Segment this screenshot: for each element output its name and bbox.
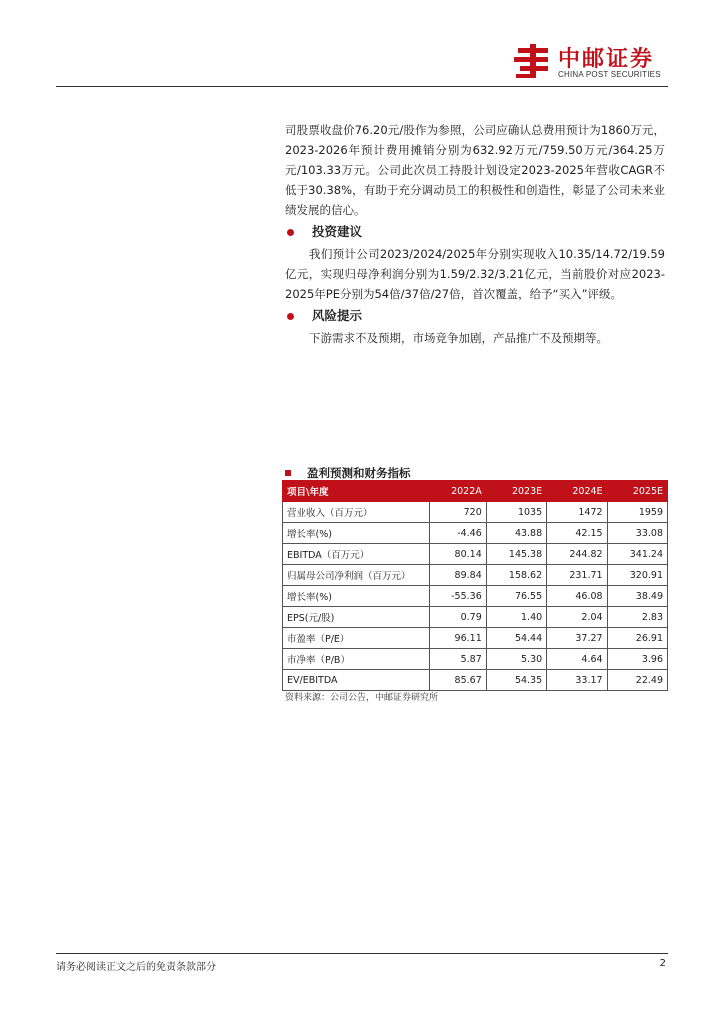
table-row [283, 502, 668, 523]
table-cell: 320.91 [607, 565, 667, 586]
china-post-logo-icon [514, 42, 552, 80]
table-cell: 5.30 [486, 649, 546, 670]
table-cell: EPS(元/股) [283, 607, 430, 628]
table-cell: 54.44 [486, 628, 546, 649]
table-row [283, 544, 668, 565]
table-cell: EV/EBITDA [283, 670, 430, 691]
intro-paragraph: 司股票收盘价76.20元/股作为参照，公司应确认总费用预计为1860万元，2023-2026年预计费用摊销分别为632.92万元/759.50万元/364.25万元/103.33万元。公司此次员工持股计划设定2023-2025年营收CAGR不低于30.38%，有助于充分调动员工的积极性和创造性，彰显了公司未来业绩发展的信心。 [285, 123, 665, 217]
table-header-cell: 2025E [607, 481, 667, 502]
table-header-cell: 2022A [430, 481, 487, 502]
table-header-row [283, 481, 668, 502]
table-cell: 增长率(%) [283, 586, 430, 607]
table-cell: 1472 [547, 502, 607, 523]
investment-advice-text: 我们预计公司2023/2024/2025年分别实现收入10.35/14.72/19.59亿元，实现归母净利润分别为1.59/2.32/3.21亿元，当前股价对应2023-2025年PE分别为54倍/37倍/27倍，首次覆盖，给予“买入”评级。 [285, 247, 665, 301]
square-bullet-icon [285, 470, 291, 476]
table-cell: 231.71 [547, 565, 607, 586]
table-cell: 33.17 [547, 670, 607, 691]
table-cell: 145.38 [486, 544, 546, 565]
table-cell: 市盈率（P/E） [283, 628, 430, 649]
table-cell: 76.55 [486, 586, 546, 607]
table-cell: 4.64 [547, 649, 607, 670]
table-cell: EBITDA（百万元） [283, 544, 430, 565]
table-cell: 1035 [486, 502, 546, 523]
brand-logo [514, 40, 674, 84]
table-cell: 46.08 [547, 586, 607, 607]
table-cell: 0.79 [430, 607, 487, 628]
header-divider [56, 86, 668, 87]
table-cell: 89.84 [430, 565, 487, 586]
footer-disclaimer: 请务必阅读正文之后的免责条款部分 [56, 962, 216, 973]
table-row [283, 565, 668, 586]
table-cell: 22.49 [607, 670, 667, 691]
table-cell: 3.96 [607, 649, 667, 670]
table-title [285, 465, 411, 481]
table-cell: 2.83 [607, 607, 667, 628]
table-header-cell: 项目\年度 [283, 481, 430, 502]
table-cell: 42.15 [547, 523, 607, 544]
table-cell: 38.49 [607, 586, 667, 607]
table-cell: -4.46 [430, 523, 487, 544]
table-row [283, 649, 668, 670]
page-number: 2 [659, 958, 666, 969]
table-cell: 43.88 [486, 523, 546, 544]
table-cell: 85.67 [430, 670, 487, 691]
bullet-icon [287, 229, 294, 236]
table-cell: 37.27 [547, 628, 607, 649]
table-row [283, 670, 668, 691]
table-cell: 市净率（P/B） [283, 649, 430, 670]
table-cell: 营业收入（百万元） [283, 502, 430, 523]
risk-warning-text: 下游需求不及预期，市场竞争加剧，产品推广不及预期等。 [309, 331, 608, 345]
table-cell: -55.36 [430, 586, 487, 607]
table-cell: 158.62 [486, 565, 546, 586]
table-cell: 2.04 [547, 607, 607, 628]
brand-name-cn: 中邮证券 [558, 47, 655, 72]
financial-forecast-table [282, 480, 668, 691]
table-row [283, 523, 668, 544]
table-cell: 1959 [607, 502, 667, 523]
body-content [285, 120, 665, 348]
table-cell: 80.14 [430, 544, 487, 565]
section-title: 风险提示 [312, 308, 363, 323]
table-cell: 720 [430, 502, 487, 523]
table-header-cell: 2024E [547, 481, 607, 502]
table-title-text: 盈利预测和财务指标 [307, 466, 411, 480]
section-title: 投资建议 [312, 224, 363, 239]
table-cell: 增长率(%) [283, 523, 430, 544]
section-heading-risk [285, 306, 665, 326]
table-header-cell: 2023E [486, 481, 546, 502]
table-source-note: 资料来源：公司公告，中邮证券研究所 [285, 693, 439, 703]
table-cell: 26.91 [607, 628, 667, 649]
table-cell: 33.08 [607, 523, 667, 544]
table-row [283, 628, 668, 649]
table-cell: 244.82 [547, 544, 607, 565]
table-cell: 1.40 [486, 607, 546, 628]
footer-divider [56, 953, 668, 954]
table-row [283, 607, 668, 628]
table-cell: 341.24 [607, 544, 667, 565]
table-cell: 归属母公司净利润（百万元） [283, 565, 430, 586]
brand-name-en: CHINA POST SECURITIES [558, 70, 661, 79]
table-cell: 5.87 [430, 649, 487, 670]
bullet-icon [287, 313, 294, 320]
table-row [283, 586, 668, 607]
table-cell: 54.35 [486, 670, 546, 691]
section-heading-investment [285, 222, 665, 242]
table-cell: 96.11 [430, 628, 487, 649]
